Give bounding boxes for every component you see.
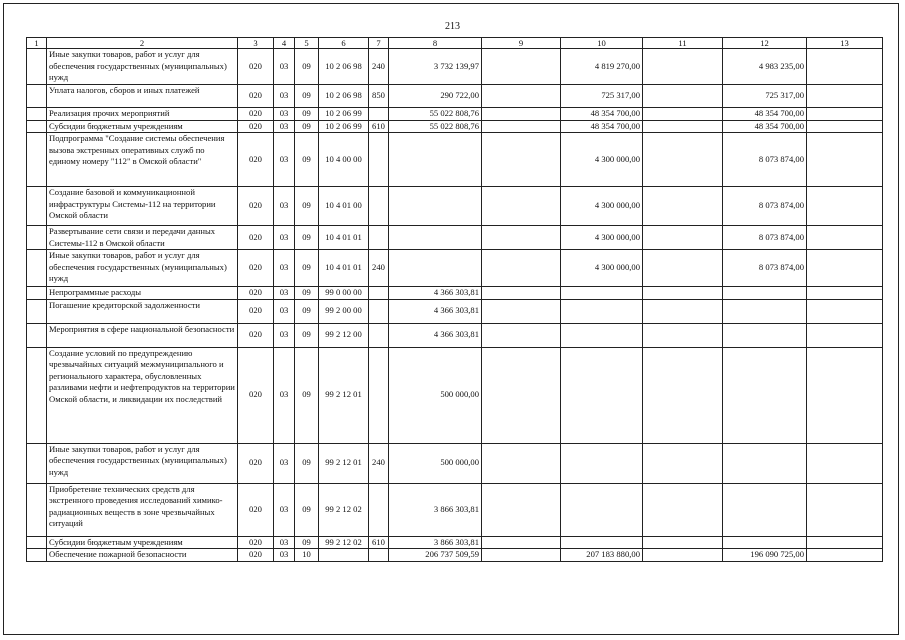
amount-col-10: 4 300 000,00 <box>561 133 643 187</box>
expense-type <box>369 347 389 443</box>
expense-type <box>369 483 389 536</box>
row-number-cell <box>27 443 47 483</box>
subsection-code: 09 <box>295 250 319 287</box>
row-name: Иные закупки товаров, работ и услуг для обеспечения государственных (муниципальных) нужд <box>47 250 238 287</box>
gov-code: 020 <box>238 536 274 549</box>
amount-col-13 <box>807 133 883 187</box>
expense-type: 240 <box>369 49 389 85</box>
column-header: 9 <box>482 38 561 49</box>
amount-col-10: 4 819 270,00 <box>561 49 643 85</box>
gov-code: 020 <box>238 226 274 250</box>
amount-col-13 <box>807 250 883 287</box>
amount-col-13 <box>807 108 883 121</box>
amount-col-13 <box>807 49 883 85</box>
amount-col-8: 500 000,00 <box>389 347 482 443</box>
amount-col-12 <box>723 287 807 300</box>
column-header: 4 <box>274 38 295 49</box>
target-article <box>319 549 369 562</box>
page-number: 213 <box>445 21 460 32</box>
table-row <box>27 108 883 121</box>
amount-col-11 <box>643 120 723 133</box>
amount-col-13 <box>807 299 883 323</box>
amount-col-12: 8 073 874,00 <box>723 250 807 287</box>
row-number-cell <box>27 323 47 347</box>
amount-col-8 <box>389 187 482 226</box>
table-row <box>27 536 883 549</box>
amount-col-8: 3 866 303,81 <box>389 483 482 536</box>
gov-code: 020 <box>238 49 274 85</box>
row-number-cell <box>27 287 47 300</box>
amount-col-10 <box>561 347 643 443</box>
amount-col-8: 3 732 139,97 <box>389 49 482 85</box>
amount-col-10: 48 354 700,00 <box>561 108 643 121</box>
section-code: 03 <box>274 536 295 549</box>
gov-code: 020 <box>238 549 274 562</box>
gov-code: 020 <box>238 323 274 347</box>
gov-code: 020 <box>238 483 274 536</box>
amount-col-12: 8 073 874,00 <box>723 133 807 187</box>
target-article: 10 4 00 00 <box>319 133 369 187</box>
amount-col-9 <box>482 49 561 85</box>
amount-col-9 <box>482 443 561 483</box>
row-name: Уплата налогов, сборов и иных платежей <box>47 85 238 108</box>
budget-table <box>26 37 883 562</box>
target-article: 10 4 01 00 <box>319 187 369 226</box>
amount-col-12 <box>723 323 807 347</box>
table-row <box>27 250 883 287</box>
amount-col-10 <box>561 443 643 483</box>
expense-type <box>369 323 389 347</box>
row-number-cell <box>27 85 47 108</box>
amount-col-9 <box>482 85 561 108</box>
amount-col-9 <box>482 226 561 250</box>
amount-col-9 <box>482 108 561 121</box>
amount-col-10 <box>561 483 643 536</box>
subsection-code: 09 <box>295 226 319 250</box>
section-code: 03 <box>274 299 295 323</box>
subsection-code: 09 <box>295 133 319 187</box>
amount-col-10 <box>561 536 643 549</box>
column-header: 8 <box>389 38 482 49</box>
amount-col-13 <box>807 549 883 562</box>
column-header: 1 <box>27 38 47 49</box>
gov-code: 020 <box>238 347 274 443</box>
row-number-cell <box>27 49 47 85</box>
column-header: 6 <box>319 38 369 49</box>
target-article: 10 2 06 98 <box>319 49 369 85</box>
target-article: 99 2 12 01 <box>319 443 369 483</box>
column-header: 13 <box>807 38 883 49</box>
row-name: Обеспечение пожарной безопасности <box>47 549 238 562</box>
subsection-code: 09 <box>295 85 319 108</box>
expense-type <box>369 133 389 187</box>
amount-col-11 <box>643 536 723 549</box>
amount-col-11 <box>643 443 723 483</box>
table-row <box>27 483 883 536</box>
amount-col-11 <box>643 187 723 226</box>
amount-col-8: 206 737 509,59 <box>389 549 482 562</box>
subsection-code: 09 <box>295 299 319 323</box>
amount-col-10: 4 300 000,00 <box>561 187 643 226</box>
column-header: 3 <box>238 38 274 49</box>
column-header: 5 <box>295 38 319 49</box>
amount-col-9 <box>482 133 561 187</box>
amount-col-9 <box>482 536 561 549</box>
amount-col-11 <box>643 250 723 287</box>
gov-code: 020 <box>238 133 274 187</box>
section-code: 03 <box>274 49 295 85</box>
row-number-cell <box>27 250 47 287</box>
amount-col-8 <box>389 133 482 187</box>
gov-code: 020 <box>238 250 274 287</box>
amount-col-12 <box>723 483 807 536</box>
amount-col-12: 725 317,00 <box>723 85 807 108</box>
table-row <box>27 120 883 133</box>
subsection-code: 09 <box>295 187 319 226</box>
table-row <box>27 85 883 108</box>
amount-col-12: 8 073 874,00 <box>723 187 807 226</box>
expense-type: 610 <box>369 120 389 133</box>
target-article: 10 2 06 98 <box>319 85 369 108</box>
row-name: Создание условий по предупреждению чрезвычайных ситуаций межмуниципального и регионального характера, обусловленных разливами нефти и нефтепродуктов на территории Омской области, и ликвидации их последствий <box>47 347 238 443</box>
gov-code: 020 <box>238 85 274 108</box>
subsection-code: 09 <box>295 120 319 133</box>
section-code: 03 <box>274 120 295 133</box>
expense-type: 240 <box>369 443 389 483</box>
section-code: 03 <box>274 347 295 443</box>
section-code: 03 <box>274 443 295 483</box>
target-article: 99 2 00 00 <box>319 299 369 323</box>
amount-col-13 <box>807 443 883 483</box>
amount-col-10: 4 300 000,00 <box>561 250 643 287</box>
amount-col-8: 500 000,00 <box>389 443 482 483</box>
row-name: Реализация прочих мероприятий <box>47 108 238 121</box>
amount-col-12: 48 354 700,00 <box>723 120 807 133</box>
section-code: 03 <box>274 483 295 536</box>
expense-type <box>369 287 389 300</box>
amount-col-10 <box>561 323 643 347</box>
amount-col-11 <box>643 347 723 443</box>
target-article: 99 2 12 02 <box>319 483 369 536</box>
row-number-cell <box>27 120 47 133</box>
expense-type: 850 <box>369 85 389 108</box>
section-code: 03 <box>274 133 295 187</box>
target-article: 99 0 00 00 <box>319 287 369 300</box>
amount-col-11 <box>643 133 723 187</box>
amount-col-12 <box>723 443 807 483</box>
amount-col-9 <box>482 483 561 536</box>
amount-col-11 <box>643 549 723 562</box>
row-name: Субсидии бюджетным учреждениям <box>47 536 238 549</box>
column-header: 11 <box>643 38 723 49</box>
amount-col-9 <box>482 299 561 323</box>
amount-col-12 <box>723 536 807 549</box>
amount-col-13 <box>807 226 883 250</box>
amount-col-10: 725 317,00 <box>561 85 643 108</box>
table-body <box>27 38 883 562</box>
subsection-code: 09 <box>295 108 319 121</box>
table-row <box>27 287 883 300</box>
amount-col-9 <box>482 347 561 443</box>
subsection-code: 09 <box>295 287 319 300</box>
row-number-cell <box>27 299 47 323</box>
expense-type <box>369 299 389 323</box>
section-code: 03 <box>274 187 295 226</box>
table-row <box>27 133 883 187</box>
gov-code: 020 <box>238 299 274 323</box>
amount-col-11 <box>643 108 723 121</box>
row-number-cell <box>27 549 47 562</box>
table-row <box>27 299 883 323</box>
target-article: 10 4 01 01 <box>319 226 369 250</box>
column-header: 7 <box>369 38 389 49</box>
expense-type <box>369 549 389 562</box>
amount-col-8: 55 022 808,76 <box>389 120 482 133</box>
gov-code: 020 <box>238 443 274 483</box>
section-code: 03 <box>274 226 295 250</box>
table-row <box>27 226 883 250</box>
table-row <box>27 443 883 483</box>
subsection-code: 09 <box>295 49 319 85</box>
amount-col-8: 4 366 303,81 <box>389 299 482 323</box>
row-name: Субсидии бюджетным учреждениям <box>47 120 238 133</box>
amount-col-8: 3 866 303,81 <box>389 536 482 549</box>
amount-col-13 <box>807 536 883 549</box>
amount-col-11 <box>643 49 723 85</box>
amount-col-13 <box>807 85 883 108</box>
amount-col-13 <box>807 287 883 300</box>
amount-col-13 <box>807 187 883 226</box>
amount-col-9 <box>482 187 561 226</box>
target-article: 99 2 12 00 <box>319 323 369 347</box>
target-article: 99 2 12 02 <box>319 536 369 549</box>
table-row <box>27 49 883 85</box>
amount-col-11 <box>643 85 723 108</box>
expense-type: 240 <box>369 250 389 287</box>
amount-col-9 <box>482 287 561 300</box>
amount-col-9 <box>482 250 561 287</box>
row-name: Иные закупки товаров, работ и услуг для обеспечения государственных (муниципальных) нужд <box>47 443 238 483</box>
row-number-cell <box>27 347 47 443</box>
amount-col-9 <box>482 549 561 562</box>
amount-col-13 <box>807 120 883 133</box>
gov-code: 020 <box>238 187 274 226</box>
amount-col-10 <box>561 287 643 300</box>
amount-col-12: 48 354 700,00 <box>723 108 807 121</box>
row-number-cell <box>27 226 47 250</box>
row-name: Непрограммные расходы <box>47 287 238 300</box>
amount-col-13 <box>807 483 883 536</box>
row-number-cell <box>27 108 47 121</box>
table-row <box>27 347 883 443</box>
section-code: 03 <box>274 250 295 287</box>
column-header: 10 <box>561 38 643 49</box>
expense-type <box>369 187 389 226</box>
subsection-code: 09 <box>295 536 319 549</box>
section-code: 03 <box>274 85 295 108</box>
target-article: 99 2 12 01 <box>319 347 369 443</box>
amount-col-11 <box>643 323 723 347</box>
amount-col-13 <box>807 347 883 443</box>
amount-col-8: 55 022 808,76 <box>389 108 482 121</box>
amount-col-9 <box>482 120 561 133</box>
amount-col-9 <box>482 323 561 347</box>
amount-col-12: 196 090 725,00 <box>723 549 807 562</box>
row-number-cell <box>27 133 47 187</box>
expense-type <box>369 108 389 121</box>
amount-col-11 <box>643 287 723 300</box>
row-name: Иные закупки товаров, работ и услуг для обеспечения государственных (муниципальных) нужд <box>47 49 238 85</box>
subsection-code: 09 <box>295 323 319 347</box>
section-code: 03 <box>274 323 295 347</box>
expense-type <box>369 226 389 250</box>
row-name: Мероприятия в сфере национальной безопасности <box>47 323 238 347</box>
target-article: 10 2 06 99 <box>319 120 369 133</box>
subsection-code: 09 <box>295 347 319 443</box>
row-name: Создание базовой и коммуникационной инфраструктуры Системы-112 на территории Омской области <box>47 187 238 226</box>
amount-col-8: 4 366 303,81 <box>389 287 482 300</box>
row-number-cell <box>27 536 47 549</box>
section-code: 03 <box>274 108 295 121</box>
target-article: 10 2 06 99 <box>319 108 369 121</box>
expense-type: 610 <box>369 536 389 549</box>
table-row <box>27 187 883 226</box>
section-code: 03 <box>274 549 295 562</box>
subsection-code: 09 <box>295 483 319 536</box>
amount-col-10: 48 354 700,00 <box>561 120 643 133</box>
amount-col-12 <box>723 299 807 323</box>
row-name: Погашение кредиторской задолженности <box>47 299 238 323</box>
column-header: 2 <box>47 38 238 49</box>
amount-col-12 <box>723 347 807 443</box>
row-name: Развертывание сети связи и передачи данных Системы-112 в Омской области <box>47 226 238 250</box>
table-row <box>27 323 883 347</box>
row-name: Приобретение технических средств для экстренного проведения исследований химико-радиационных веществ в зоне чрезвычайных ситуаций <box>47 483 238 536</box>
row-name: Подпрограмма "Создание системы обеспечения вызова экстренных оперативных служб по единому номеру "112" в Омской области" <box>47 133 238 187</box>
amount-col-12: 4 983 235,00 <box>723 49 807 85</box>
amount-col-10: 207 183 880,00 <box>561 549 643 562</box>
amount-col-11 <box>643 226 723 250</box>
section-code: 03 <box>274 287 295 300</box>
amount-col-13 <box>807 323 883 347</box>
amount-col-11 <box>643 299 723 323</box>
subsection-code: 09 <box>295 443 319 483</box>
amount-col-12: 8 073 874,00 <box>723 226 807 250</box>
row-number-cell <box>27 187 47 226</box>
amount-col-10: 4 300 000,00 <box>561 226 643 250</box>
amount-col-8 <box>389 250 482 287</box>
amount-col-8: 4 366 303,81 <box>389 323 482 347</box>
gov-code: 020 <box>238 108 274 121</box>
gov-code: 020 <box>238 120 274 133</box>
row-number-cell <box>27 483 47 536</box>
amount-col-8 <box>389 226 482 250</box>
gov-code: 020 <box>238 287 274 300</box>
table-row <box>27 549 883 562</box>
amount-col-11 <box>643 483 723 536</box>
amount-col-10 <box>561 299 643 323</box>
column-header: 12 <box>723 38 807 49</box>
amount-col-8: 290 722,00 <box>389 85 482 108</box>
column-number-row <box>27 38 883 49</box>
subsection-code: 10 <box>295 549 319 562</box>
target-article: 10 4 01 01 <box>319 250 369 287</box>
